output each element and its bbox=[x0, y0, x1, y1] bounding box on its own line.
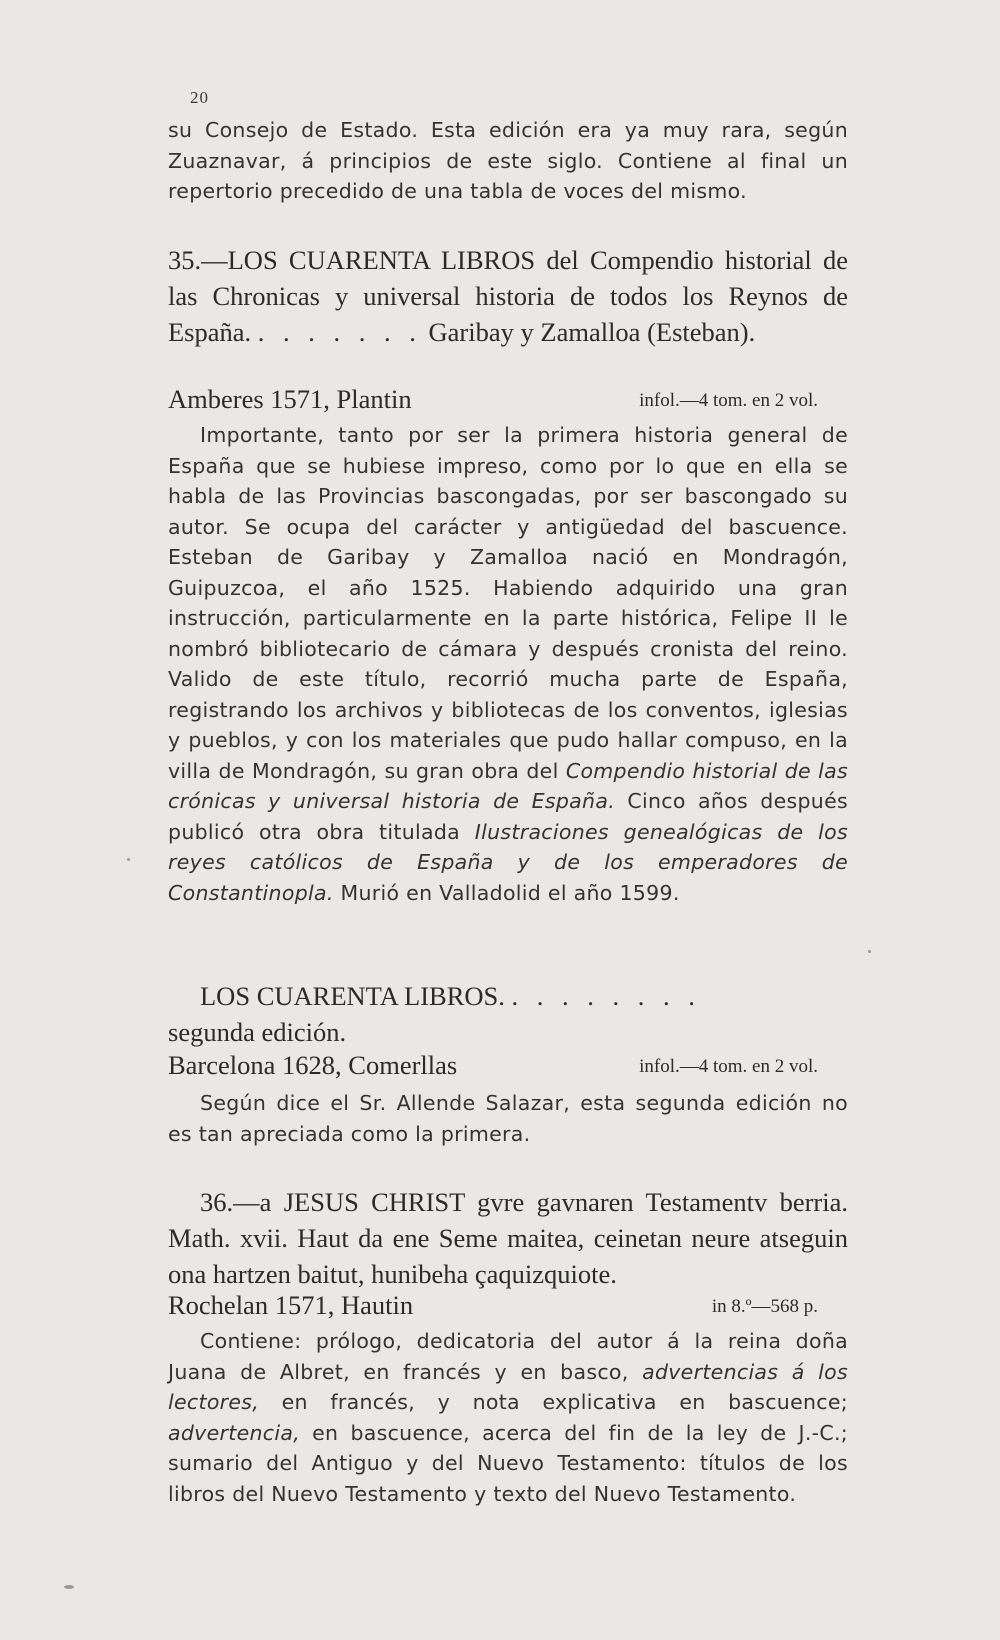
entry-35-note bbox=[168, 420, 848, 908]
imprint-format: infol.—4 tom. en 2 vol. bbox=[639, 390, 818, 411]
dot-leaders: . . . . . . . bbox=[257, 317, 422, 347]
imprint-place: Barcelona 1628, Comerllas bbox=[168, 1050, 458, 1080]
entry-35-imprint bbox=[168, 384, 848, 420]
note-italic-title: advertencia, bbox=[168, 1420, 301, 1445]
note-text: Murió en Valladolid el año 1599. bbox=[333, 880, 680, 905]
entry-35-heading bbox=[168, 242, 848, 350]
note-text: en bascuence, acerca del fin de la ley de J.-C.; sumario del Antiguo y del Nuevo Testamento: títulos de los libros del Nuevo Testamento y texto del Nuevo Testamento. bbox=[168, 1420, 848, 1506]
paper-speck bbox=[127, 858, 130, 861]
paper-speck bbox=[64, 1585, 74, 1589]
paper-speck bbox=[868, 950, 871, 953]
imprint-place: Amberes 1571, Plantin bbox=[168, 384, 412, 414]
entry-number: 35. bbox=[168, 245, 202, 275]
dot-leaders: . . . . . . . . bbox=[511, 981, 701, 1011]
entry-36-note bbox=[168, 1326, 848, 1509]
note-text: en francés, y nota explicativa en bascuence; bbox=[259, 1390, 848, 1414]
imprint-format: in 8.º—568 p. bbox=[711, 1296, 818, 1317]
entry-dash: — bbox=[233, 1187, 260, 1217]
entry-35b-subtitle: segunda edición. bbox=[168, 1017, 347, 1047]
entry-36-imprint bbox=[168, 1290, 848, 1326]
entry-author: Garibay y Zamalloa (Esteban). bbox=[428, 317, 756, 347]
entry-35b-imprint bbox=[168, 1050, 848, 1086]
entry-number: 36. bbox=[200, 1187, 234, 1217]
continuation-paragraph: su Consejo de Estado. Esta edición era ya muy rara, según Zuaznavar, á principios de este siglo. Contiene al final un repertorio precedido de una tabla de voces del mismo. bbox=[168, 118, 848, 203]
entry-dash: — bbox=[201, 245, 228, 275]
note-text: Cinco años después publicó otra obra titulada bbox=[168, 789, 848, 844]
entry-title: a JESUS CHRIST gvre gavnaren Testamentv berria. Math. xvii. Haut da ene Seme maitea, ceinetan neure atseguin ona hartzen baitut, hunibeha çaquizquiote. bbox=[168, 1187, 848, 1289]
note-italic-title: Ilustraciones genealógicas de los reyes católicos de España y de los emperadores de Constantinopla. bbox=[168, 819, 848, 905]
entry-36-heading bbox=[168, 1184, 848, 1292]
note-text: Contiene: prólogo, dedicatoria del autor á la reina doña Juana de Albret, en francés y en basco, bbox=[168, 1329, 848, 1384]
imprint-format: infol.—4 tom. en 2 vol. bbox=[639, 1056, 818, 1077]
note-italic-title: advertencias á los lectores, bbox=[168, 1359, 848, 1414]
note-text: Importante, tanto por ser la primera historia general de España que se hubiese impreso, como por lo que en ella se habla de las Provincias bascongadas, por ser bascongado su autor. Se ocupa del carácter y antigüedad del bascuence. Esteban de Garibay y Zamalloa nació en Mondragón, Guipuzcoa, el año 1525. Habiendo adquirido una gran instrucción, particularmente en la parte histórica, Felipe II le nombró bibliotecario de cámara y después cronista del reino. Valido de este título, recorrió mucha parte de España, registrando los archivos y bibliotecas de los conventos, iglesias y pueblos, y con los materiales que pudo hallar compuso, en la villa de Mondragón, su gran obra del bbox=[168, 423, 848, 783]
note-italic-title: Compendio historial de las crónicas y universal historia de España. bbox=[168, 758, 848, 813]
entry-35b-note: Según dice el Sr. Allende Salazar, esta segunda edición no es tan apreciada como la primera. bbox=[168, 1091, 848, 1146]
imprint-place: Rochelan 1571, Hautin bbox=[168, 1290, 414, 1320]
entry-title: LOS CUARENTA LIBROS. bbox=[200, 981, 505, 1011]
entry-title: LOS CUARENTA LIBROS del Compendio historial de las Chronicas y universal historia de todos los Reynos de España. bbox=[168, 245, 848, 347]
page-number: 20 bbox=[190, 88, 209, 107]
entry-35b-heading bbox=[168, 978, 848, 1014]
